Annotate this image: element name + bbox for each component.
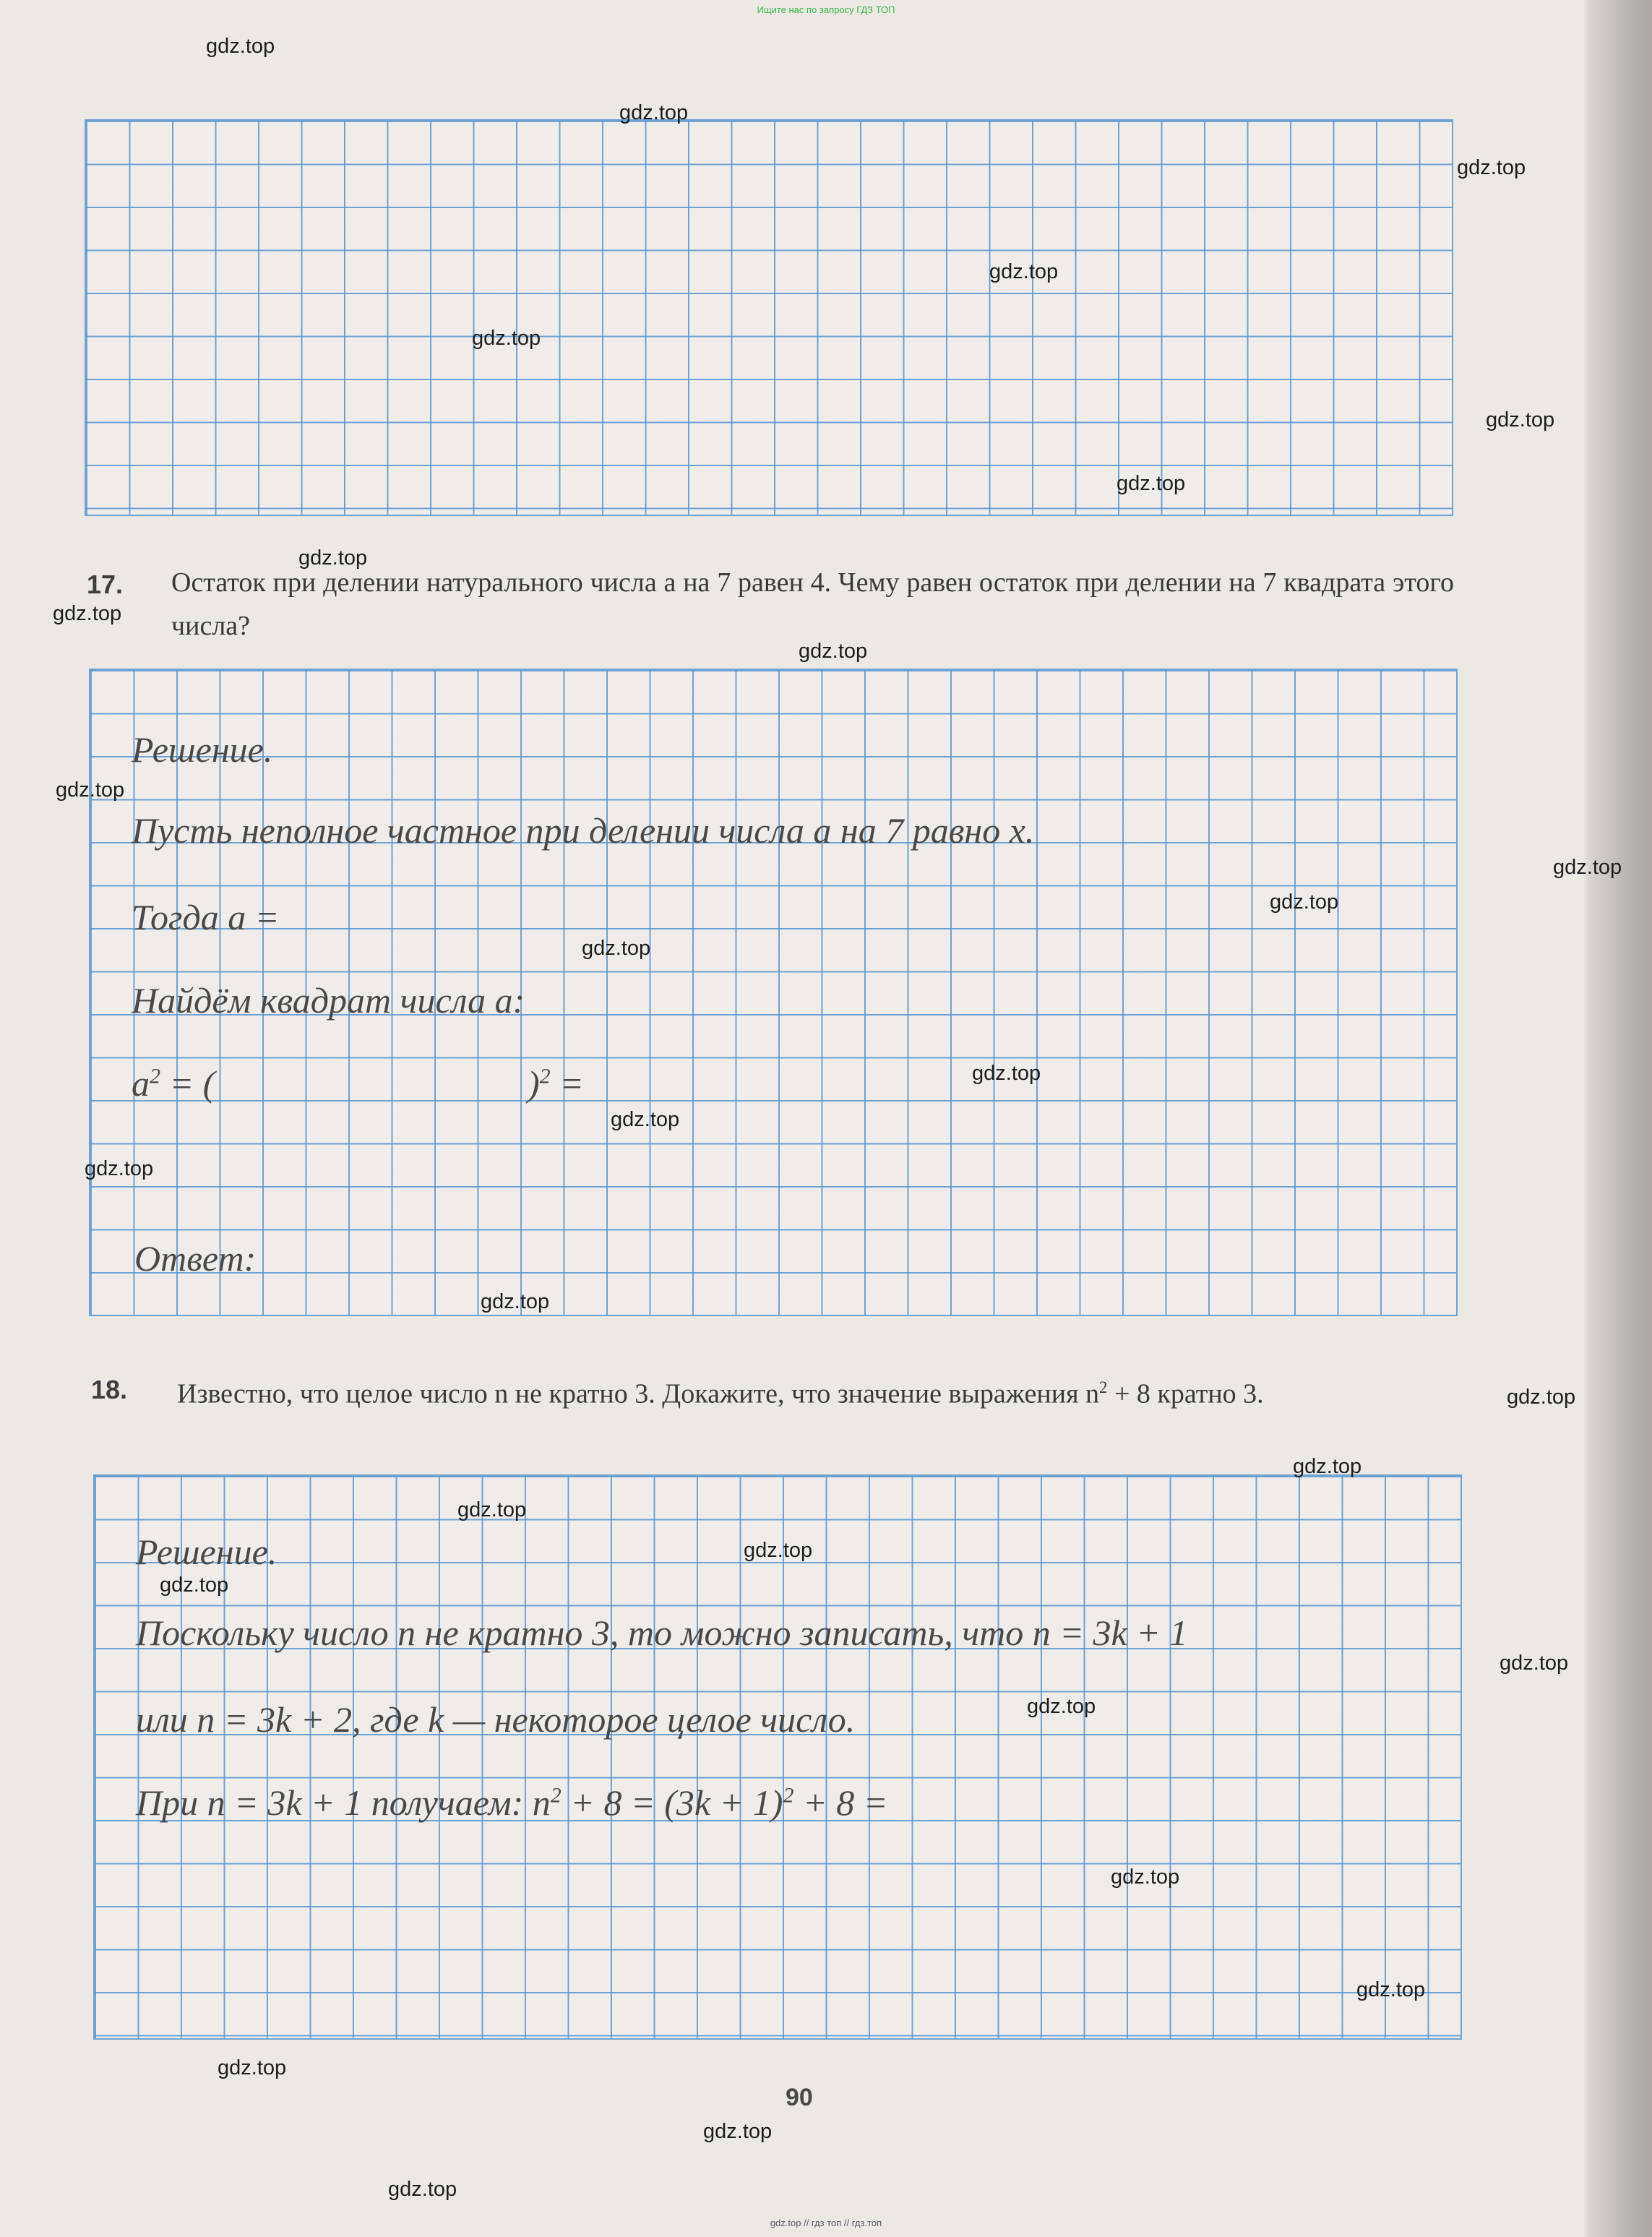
- watermark: gdz.top: [703, 2120, 773, 2143]
- task-17-text: Остаток при делении натурального числа a на 7 равен 4. Чему равен остаток при делении на 7 квадрата этого числа?: [171, 567, 1454, 641]
- watermark: gdz.top: [1111, 1865, 1180, 1889]
- watermark: gdz.top: [1293, 1455, 1362, 1478]
- top-banner: Ищите нас по запросу ГДЗ ТОП: [757, 4, 895, 15]
- task-18-solution-label: Решение.: [136, 1532, 278, 1572]
- watermark: gdz.top: [85, 1157, 154, 1180]
- task-17-line-3: Найдём квадрат числа a:: [132, 980, 525, 1021]
- watermark: gdz.top: [611, 1108, 680, 1131]
- watermark: gdz.top: [1270, 890, 1339, 914]
- page-number: 90: [786, 2084, 813, 2111]
- watermark: gdz.top: [206, 35, 275, 58]
- task-17-solution-label: Решение.: [132, 729, 273, 770]
- task-17-line-2: Тогда a =: [132, 897, 280, 937]
- page-edge-shadow: [1590, 0, 1652, 2237]
- watermark: gdz.top: [799, 640, 868, 663]
- answer-grid-top: [85, 119, 1453, 516]
- watermark: gdz.top: [1117, 472, 1186, 495]
- task-18-line-1: Поскольку число n не кратно 3, то можно записать, что n = 3k + 1: [136, 1613, 1188, 1653]
- task-17-answer-label: Ответ:: [134, 1238, 257, 1279]
- watermark: gdz.top: [1553, 856, 1622, 879]
- watermark: gdz.top: [1356, 1978, 1426, 2001]
- watermark: gdz.top: [218, 2056, 287, 2079]
- watermark: gdz.top: [619, 101, 689, 124]
- watermark: gdz.top: [56, 778, 125, 802]
- watermark: gdz.top: [160, 1573, 229, 1597]
- bottom-banner: gdz.top // гдз топ // гдз.топ: [770, 2217, 882, 2228]
- task-18-number: 18.: [91, 1375, 128, 1404]
- watermark: gdz.top: [388, 2178, 457, 2201]
- task-17-line-4-right: )$^2$ =: [528, 1063, 584, 1104]
- watermark: gdz.top: [53, 602, 122, 625]
- task-18-text: Известно, что целое число n не кратно 3. Докажите, что значение выражения $n^2 + 8$ кратно 3.: [177, 1378, 1264, 1409]
- watermark: gdz.top: [472, 327, 541, 350]
- task-17-number: 17.: [87, 570, 124, 599]
- watermark: gdz.top: [1507, 1386, 1576, 1409]
- watermark: gdz.top: [1486, 408, 1555, 431]
- watermark: gdz.top: [972, 1062, 1041, 1085]
- watermark: gdz.top: [481, 1290, 550, 1313]
- watermark: gdz.top: [582, 937, 651, 960]
- watermark: gdz.top: [1027, 1695, 1096, 1718]
- watermark: gdz.top: [1500, 1652, 1569, 1675]
- watermark: gdz.top: [1457, 156, 1526, 179]
- task-18-line-2: или n = 3k + 2, где k — некоторое целое число.: [136, 1699, 856, 1740]
- watermark: gdz.top: [744, 1539, 813, 1562]
- watermark: gdz.top: [298, 546, 368, 570]
- watermark: gdz.top: [989, 260, 1059, 283]
- task-17-line-1: Пусть неполное частное при делении числа a на 7 равно x.: [132, 810, 1035, 851]
- task-18-line-3: При n = 3k + 1 получаем: $n^2 + 8 = (3k + 1)^2 + 8$ =: [136, 1782, 888, 1823]
- task-17-line-4-left: $a^2$ = (: [132, 1063, 215, 1104]
- watermark: gdz.top: [457, 1498, 527, 1521]
